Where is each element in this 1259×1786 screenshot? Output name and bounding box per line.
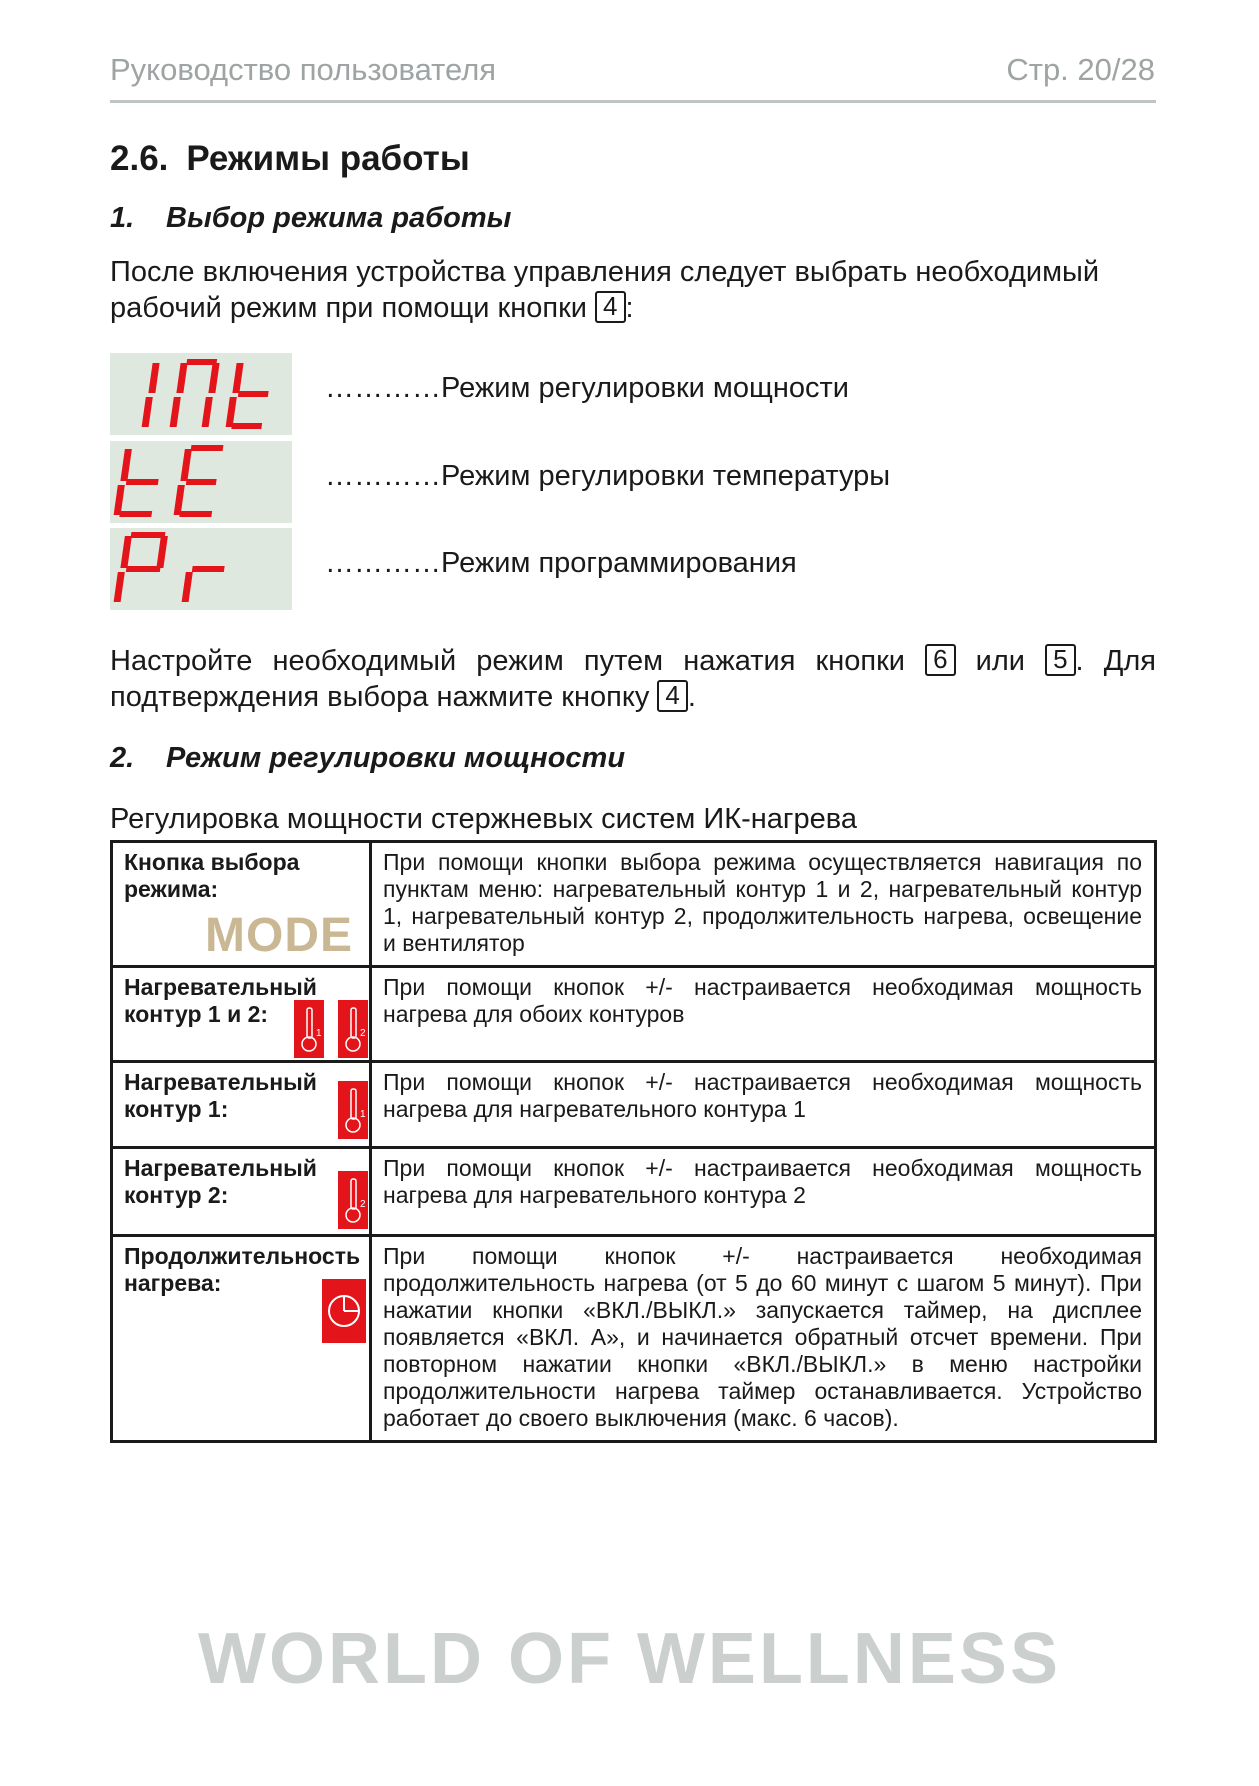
row-label-cell xyxy=(112,1062,371,1148)
key-4-badge: 4 xyxy=(595,291,625,323)
thermometer-2-icon xyxy=(338,1000,368,1058)
row-label: Продолжительность нагрева: xyxy=(124,1243,361,1296)
key-5-badge: 5 xyxy=(1045,644,1075,676)
setup-text-1: Настройте необходимый режим путем нажатия кнопки xyxy=(110,645,905,677)
subsection-title: Выбор режима работы xyxy=(166,202,512,234)
svg-text:1: 1 xyxy=(360,1109,366,1120)
row-label-cell xyxy=(112,967,371,1062)
row-label-cell xyxy=(112,842,371,967)
table-row xyxy=(112,842,1156,967)
table-row xyxy=(112,967,1156,1062)
mode-label-temperature: …………Режим регулировки температуры xyxy=(325,460,891,492)
lcd-display-te xyxy=(110,441,292,523)
page-number: Стр. 20/28 xyxy=(1006,52,1155,87)
power-mode-table xyxy=(110,840,1157,1443)
row-description: При помощи кнопок +/- настраивается необходимая мощность нагрева для обоих контуров xyxy=(371,967,1156,1062)
row-label: Кнопка выбора режима: xyxy=(124,849,300,902)
svg-text:1: 1 xyxy=(316,1028,322,1039)
svg-text:2: 2 xyxy=(360,1199,366,1210)
subsection-number: 2. xyxy=(110,742,135,774)
timer-icon xyxy=(322,1279,366,1343)
lcd-display-int xyxy=(110,353,292,435)
subsection-heading-1 xyxy=(110,202,511,235)
section-number: 2.6. xyxy=(110,139,169,178)
mode-label-programming: …………Режим программирования xyxy=(325,547,797,579)
row-description: При помощи кнопок +/- настраивается необходимая мощность нагрева для нагревательного контура 2 xyxy=(371,1148,1156,1236)
row-description: При помощи кнопок +/- настраивается необходимая продолжительность нагрева (от 5 до 60 минут с шагом 5 минут). При нажатии кнопки «ВКЛ./ВЫКЛ.» запускается таймер, на дисплее появляется «ВКЛ. А», и начинается обратный отсчет времени. При повторном нажатии кнопки «ВКЛ./ВЫКЛ.» в меню настройки продолжительности нагрева таймер останавливается. Устройство работает до своего выключения (макс. 6 часов). xyxy=(371,1236,1156,1442)
row-description: При помощи кнопки выбора режима осуществляется навигация по пунктам меню: нагревательный контур 1 и 2, нагревательный контур 1, нагревательный контур 2, продолжительность нагрева, освещение и вентилятор xyxy=(371,842,1156,967)
row-label-cell xyxy=(112,1148,371,1236)
table-caption: Регулировка мощности стержневых систем ИК-нагрева xyxy=(110,803,857,835)
intro-tail: : xyxy=(625,292,634,324)
section-heading xyxy=(110,139,470,179)
key-6-badge: 6 xyxy=(925,644,955,676)
mode-label-power: …………Режим регулировки мощности xyxy=(325,372,849,404)
lcd-display-pr xyxy=(110,528,292,610)
thermometer-1-icon xyxy=(294,1000,324,1058)
setup-text-4: . xyxy=(687,681,696,713)
subsection-heading-2 xyxy=(110,742,625,775)
row-label: Нагревательный контур 1: xyxy=(124,1069,317,1122)
setup-text-2: или xyxy=(975,645,1025,677)
intro-text: После включения устройства управления следует выбрать необходимый рабочий режим при помощи кнопки xyxy=(110,256,1100,324)
table-row xyxy=(112,1062,1156,1148)
subsection-number: 1. xyxy=(110,202,135,234)
brand-footer: WORLD OF WELLNESS xyxy=(198,1619,1061,1699)
svg-text:2: 2 xyxy=(360,1028,366,1039)
setup-paragraph xyxy=(110,643,1156,715)
document-title: Руководство пользователя xyxy=(110,52,497,87)
intro-paragraph xyxy=(110,254,1156,326)
section-title: Режимы работы xyxy=(186,139,470,178)
thermometer-1-icon xyxy=(338,1081,368,1139)
header-divider xyxy=(110,100,1156,103)
thermometer-2-icon xyxy=(338,1171,368,1229)
subsection-title: Режим регулировки мощности xyxy=(166,742,626,774)
mode-button-icon: MODE xyxy=(205,909,353,962)
table-row xyxy=(112,1148,1156,1236)
row-label: Нагревательный контур 2: xyxy=(124,1155,317,1208)
row-description: При помощи кнопок +/- настраивается необходимая мощность нагрева для нагревательного контура 1 xyxy=(371,1062,1156,1148)
key-4-badge-confirm: 4 xyxy=(657,680,687,712)
setup-text-3: . Для подтверждения выбора нажмите кнопку xyxy=(110,645,1156,713)
row-label: Нагревательный контур 1 и 2: xyxy=(124,974,317,1027)
table-row xyxy=(112,1236,1156,1442)
row-label-cell xyxy=(112,1236,371,1442)
